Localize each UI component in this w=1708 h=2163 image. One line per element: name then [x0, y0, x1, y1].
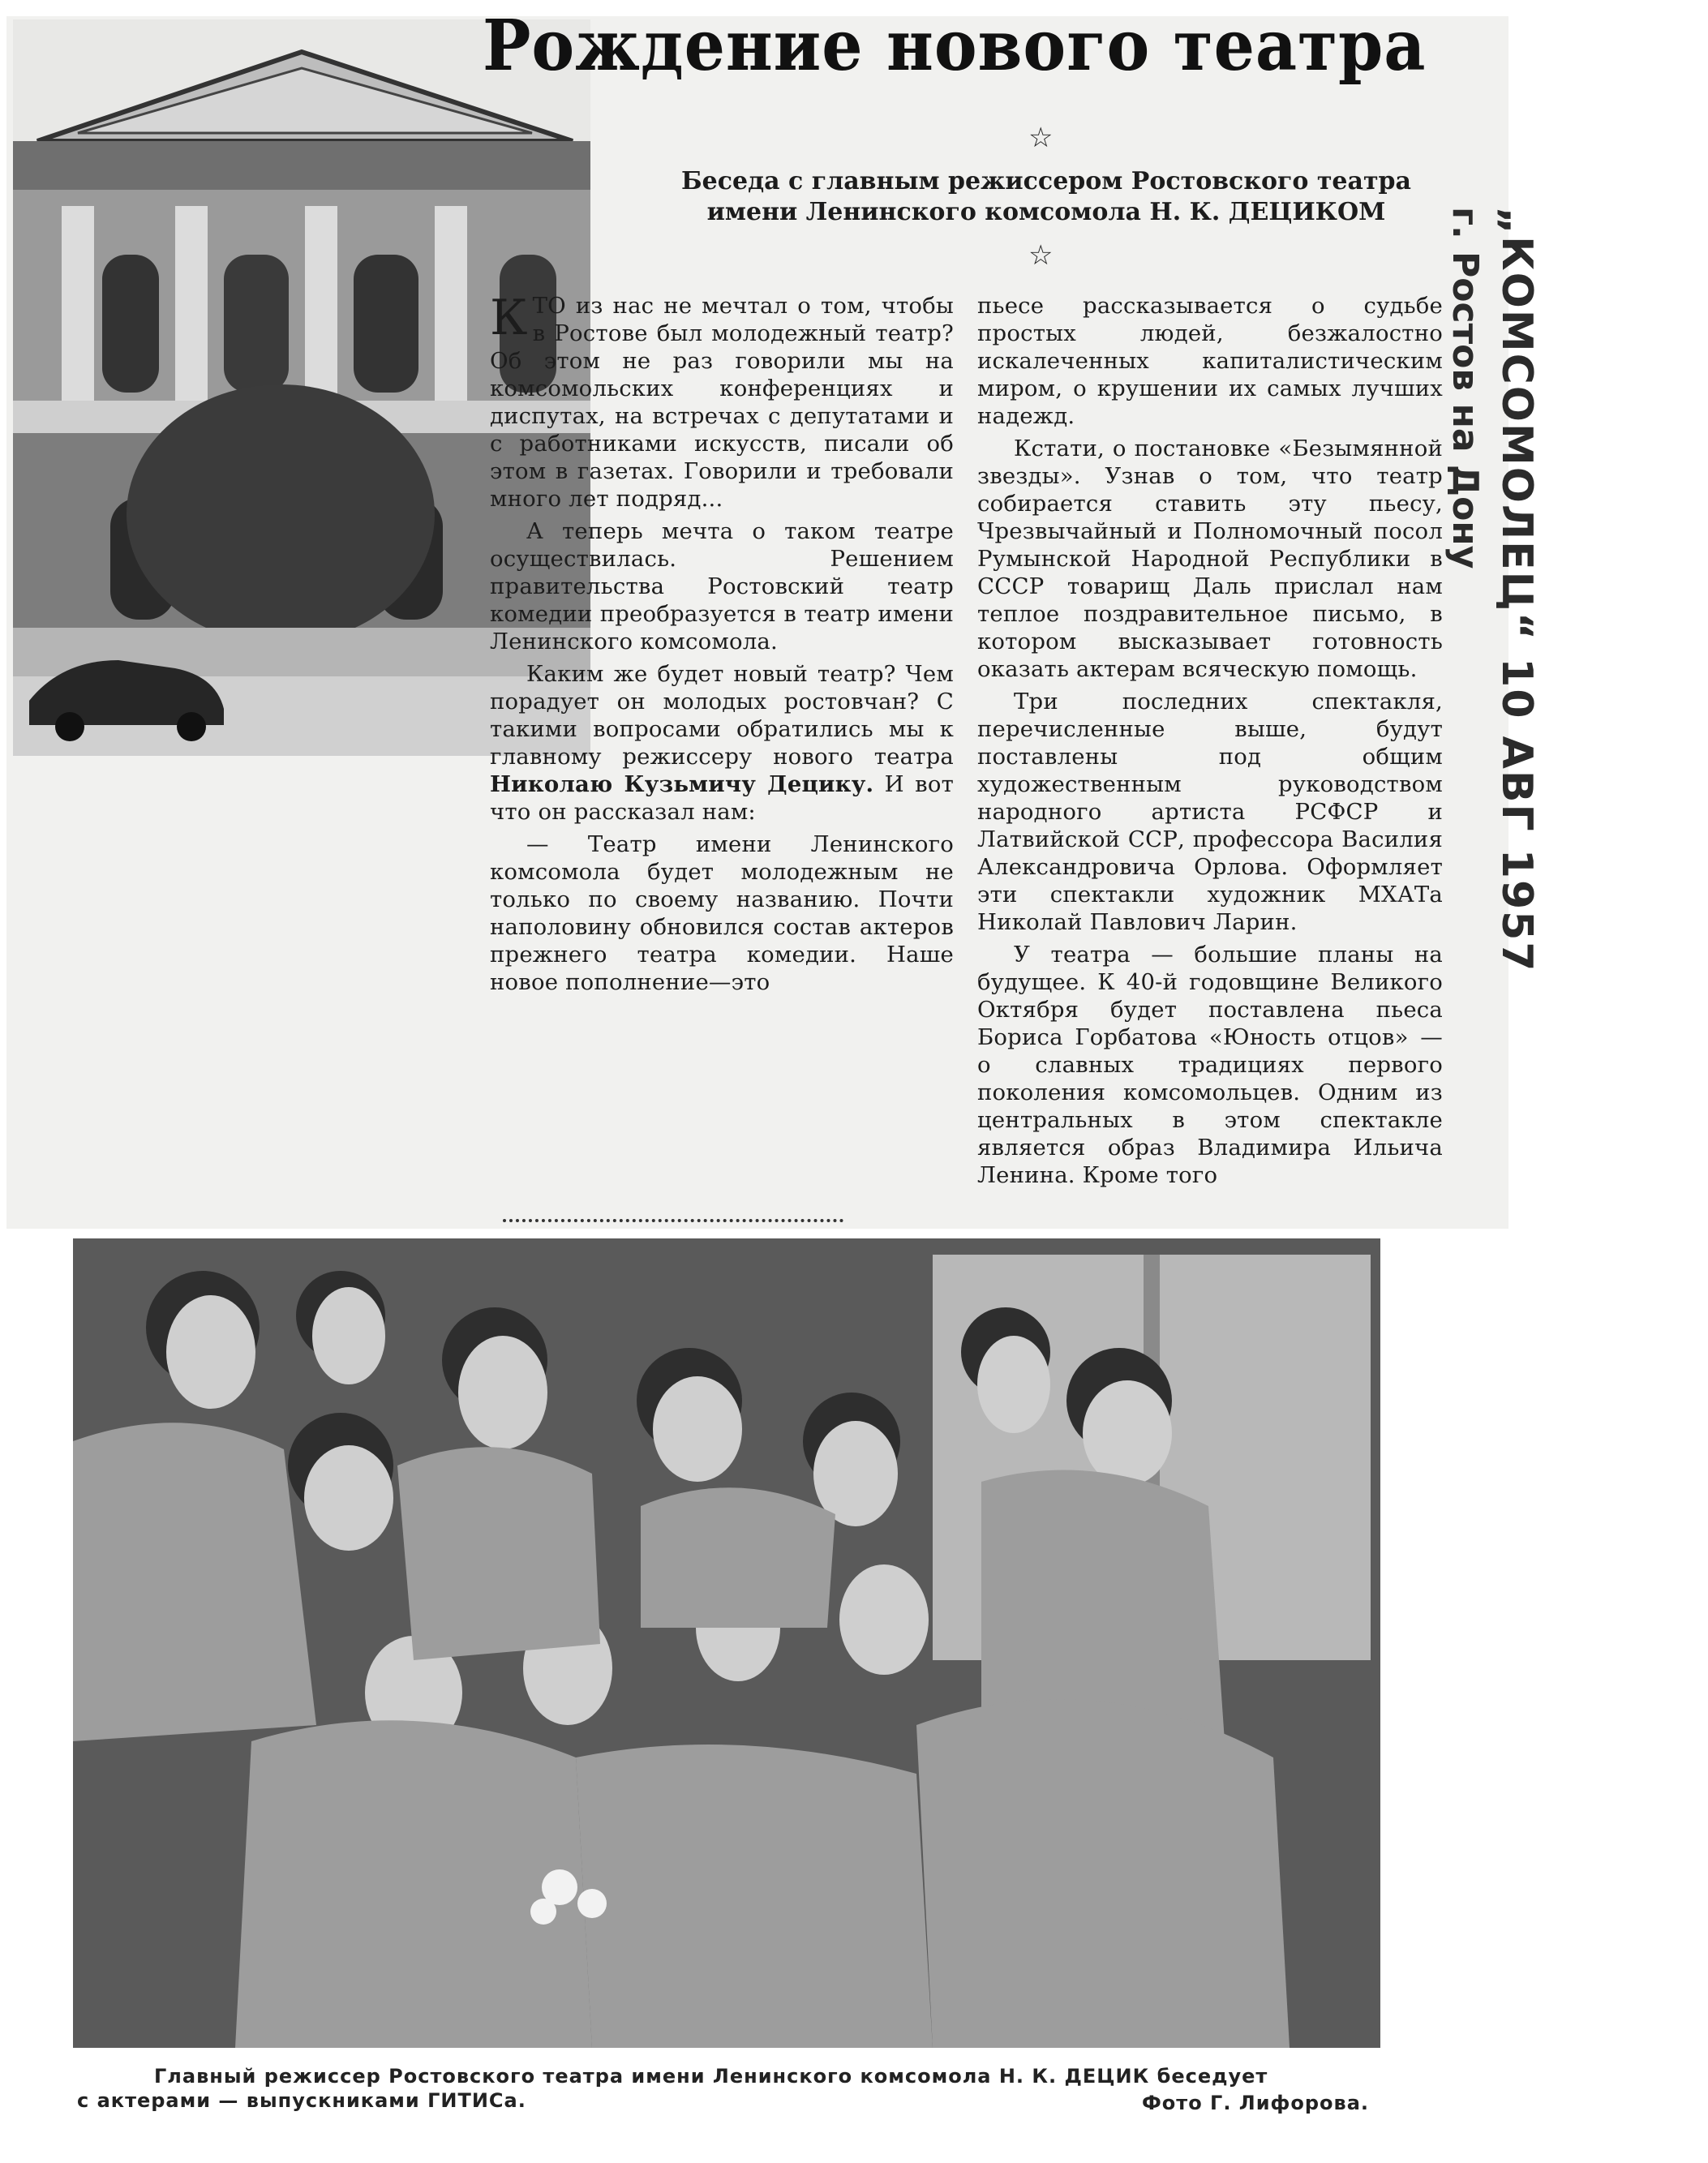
star-ornament-top: ☆	[1028, 122, 1054, 154]
photo-credit: Фото Г. Лифорова.	[1142, 2092, 1370, 2114]
caption-line-2: с актерами — выпускниками ГИТИСа.	[77, 2089, 526, 2112]
subheading-line-2: имени Ленинского комсомола Н. К. ДЕЦИКОМ	[706, 198, 1386, 226]
actors-group-photo	[73, 1238, 1380, 2048]
column-rule-dotted	[503, 1219, 843, 1222]
article-paragraph: Каким же будет новый театр? Чем порадует он молодых ростовчан? С такими вопросами обратились мы к главному режиссеру нового театра Николаю Кузьмичу Децику. И вот что он рассказал нам:	[490, 661, 954, 825]
star-ornament-bottom: ☆	[1028, 239, 1054, 272]
article-paragraph: КТО из нас не мечтал о том, чтобы в Ростове был молодежный театр? Об этом не раз говорили мы на комсомольских конференциях и диспутах, на встречах с депутатами и с работниками искусств, писали об этом в газетах. Говорили и требовали много лет подряд...	[490, 292, 954, 512]
caption-line-1: Главный режиссер Ростовского театра имени Ленинского комсомола Н. К. ДЕЦИК беседует	[154, 2065, 1268, 2088]
subheading	[649, 166, 1444, 228]
headline: Рождение нового театра	[483, 5, 1427, 87]
article-paragraph: пьесе рассказывается о судьбе простых людей, безжалостно искалеченных капиталистическим миром, о крушении их самых лучших надежд.	[977, 293, 1443, 429]
article-paragraph: Три последних спектакля, перечисленные выше, будут поставлены под общим художественным руководством народного артиста РСФСР и Латвийской ССР, профессора Василия Александровича Орлова. Оформляет эти спектакли художник МХАТа Николай Павлович Ларин.	[977, 689, 1443, 935]
subheading-line-1: Беседа с главным режиссером Ростовского театра	[681, 167, 1411, 195]
article-paragraph: А теперь мечта о таком театре осуществилась. Решением правительства Ростовский театр комедии преобразуется в театр имени Ленинского комсомола.	[490, 518, 954, 654]
drop-cap: К	[490, 292, 528, 346]
stamp-line-newspaper-date: „КОМСОМОЛЕЦ“ 10 АВГ 1957	[1492, 207, 1541, 973]
article-paragraph: У театра — большие планы на будущее. К 40-й годовщине Великого Октября будет поставлена пьеса Бориса Горбатова «Юность отцов» — о славных традициях первого поколения комсомольцев. Одним из центральных в этом спектакле является образ Владимира Ильича Ленина. Кроме того	[977, 942, 1443, 1188]
article-column-left	[490, 292, 954, 1225]
article-paragraph: — Театр имени Ленинского комсомола будет молодежным не только по своему названию. Почти наполовину обновился состав актеров прежнего театра комедии. Наше новое пополнение—это	[490, 831, 954, 995]
stamp-line-city: г. Ростов на Дону	[1444, 207, 1486, 569]
director-name: Николаю Кузьмичу Децику.	[490, 771, 874, 797]
article-column-right	[977, 292, 1443, 1225]
archive-stamp	[1395, 207, 1541, 1018]
article-paragraph: Кстати, о постановке «Безымянной звезды». Узнав о том, что театр собирается ставить эту пьесу, Чрезвычайный и Полномочный посол Румынской Народной Республики в СССР товарищ Даль прислал нам теплое поздравительное письмо, в котором высказывает готовность оказать актерам всяческую помощь.	[977, 436, 1443, 682]
